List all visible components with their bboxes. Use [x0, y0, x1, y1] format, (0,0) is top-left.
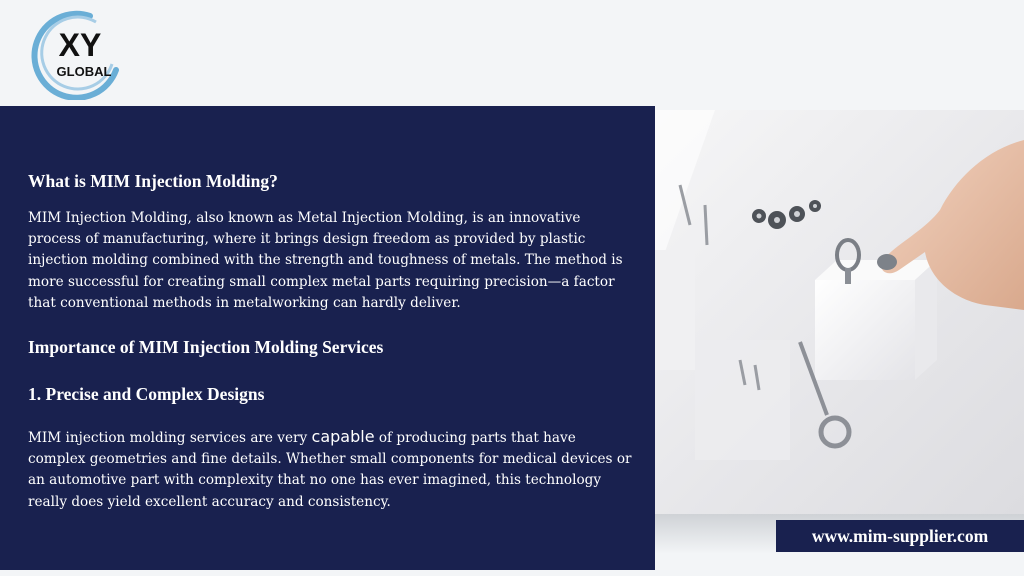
paragraph-part-2: of producing parts that have complex geometries and fine details. Whether small components for medical devices or an automotive part with complexity that no one has ever imagined, this technology really does yield excellent accuracy and consistency.	[28, 430, 632, 510]
logo-line2: GLOBAL	[56, 64, 112, 79]
paragraph-part-1: MIM injection molding services are very	[28, 430, 312, 446]
logo-line1: XY	[58, 27, 102, 63]
heading-precise-designs: 1. Precise and Complex Designs	[28, 384, 265, 404]
xy-global-logo-icon	[30, 8, 122, 100]
heading-importance: Importance of MIM Injection Molding Services	[28, 337, 384, 357]
content-panel	[0, 106, 655, 570]
metal-parts-hand-photo	[655, 110, 1024, 514]
paragraph-emphasis-word: capable	[311, 427, 375, 446]
heading-what-is-mim: What is MIM Injection Molding?	[28, 171, 278, 191]
product-photo	[655, 110, 1024, 514]
precise-designs-paragraph	[28, 426, 633, 513]
website-url-link[interactable]: www.mim-supplier.com	[776, 520, 1024, 552]
intro-paragraph: MIM Injection Molding, also known as Metal Injection Molding, is an innovative process of manufacturing, where it brings design freedom as provided by plastic injection molding combined with the strength and toughness of metals. The method is more successful for creating small complex metal parts requiring precision—a factor that conventional methods in metalworking can hardly deliver.	[28, 210, 623, 311]
